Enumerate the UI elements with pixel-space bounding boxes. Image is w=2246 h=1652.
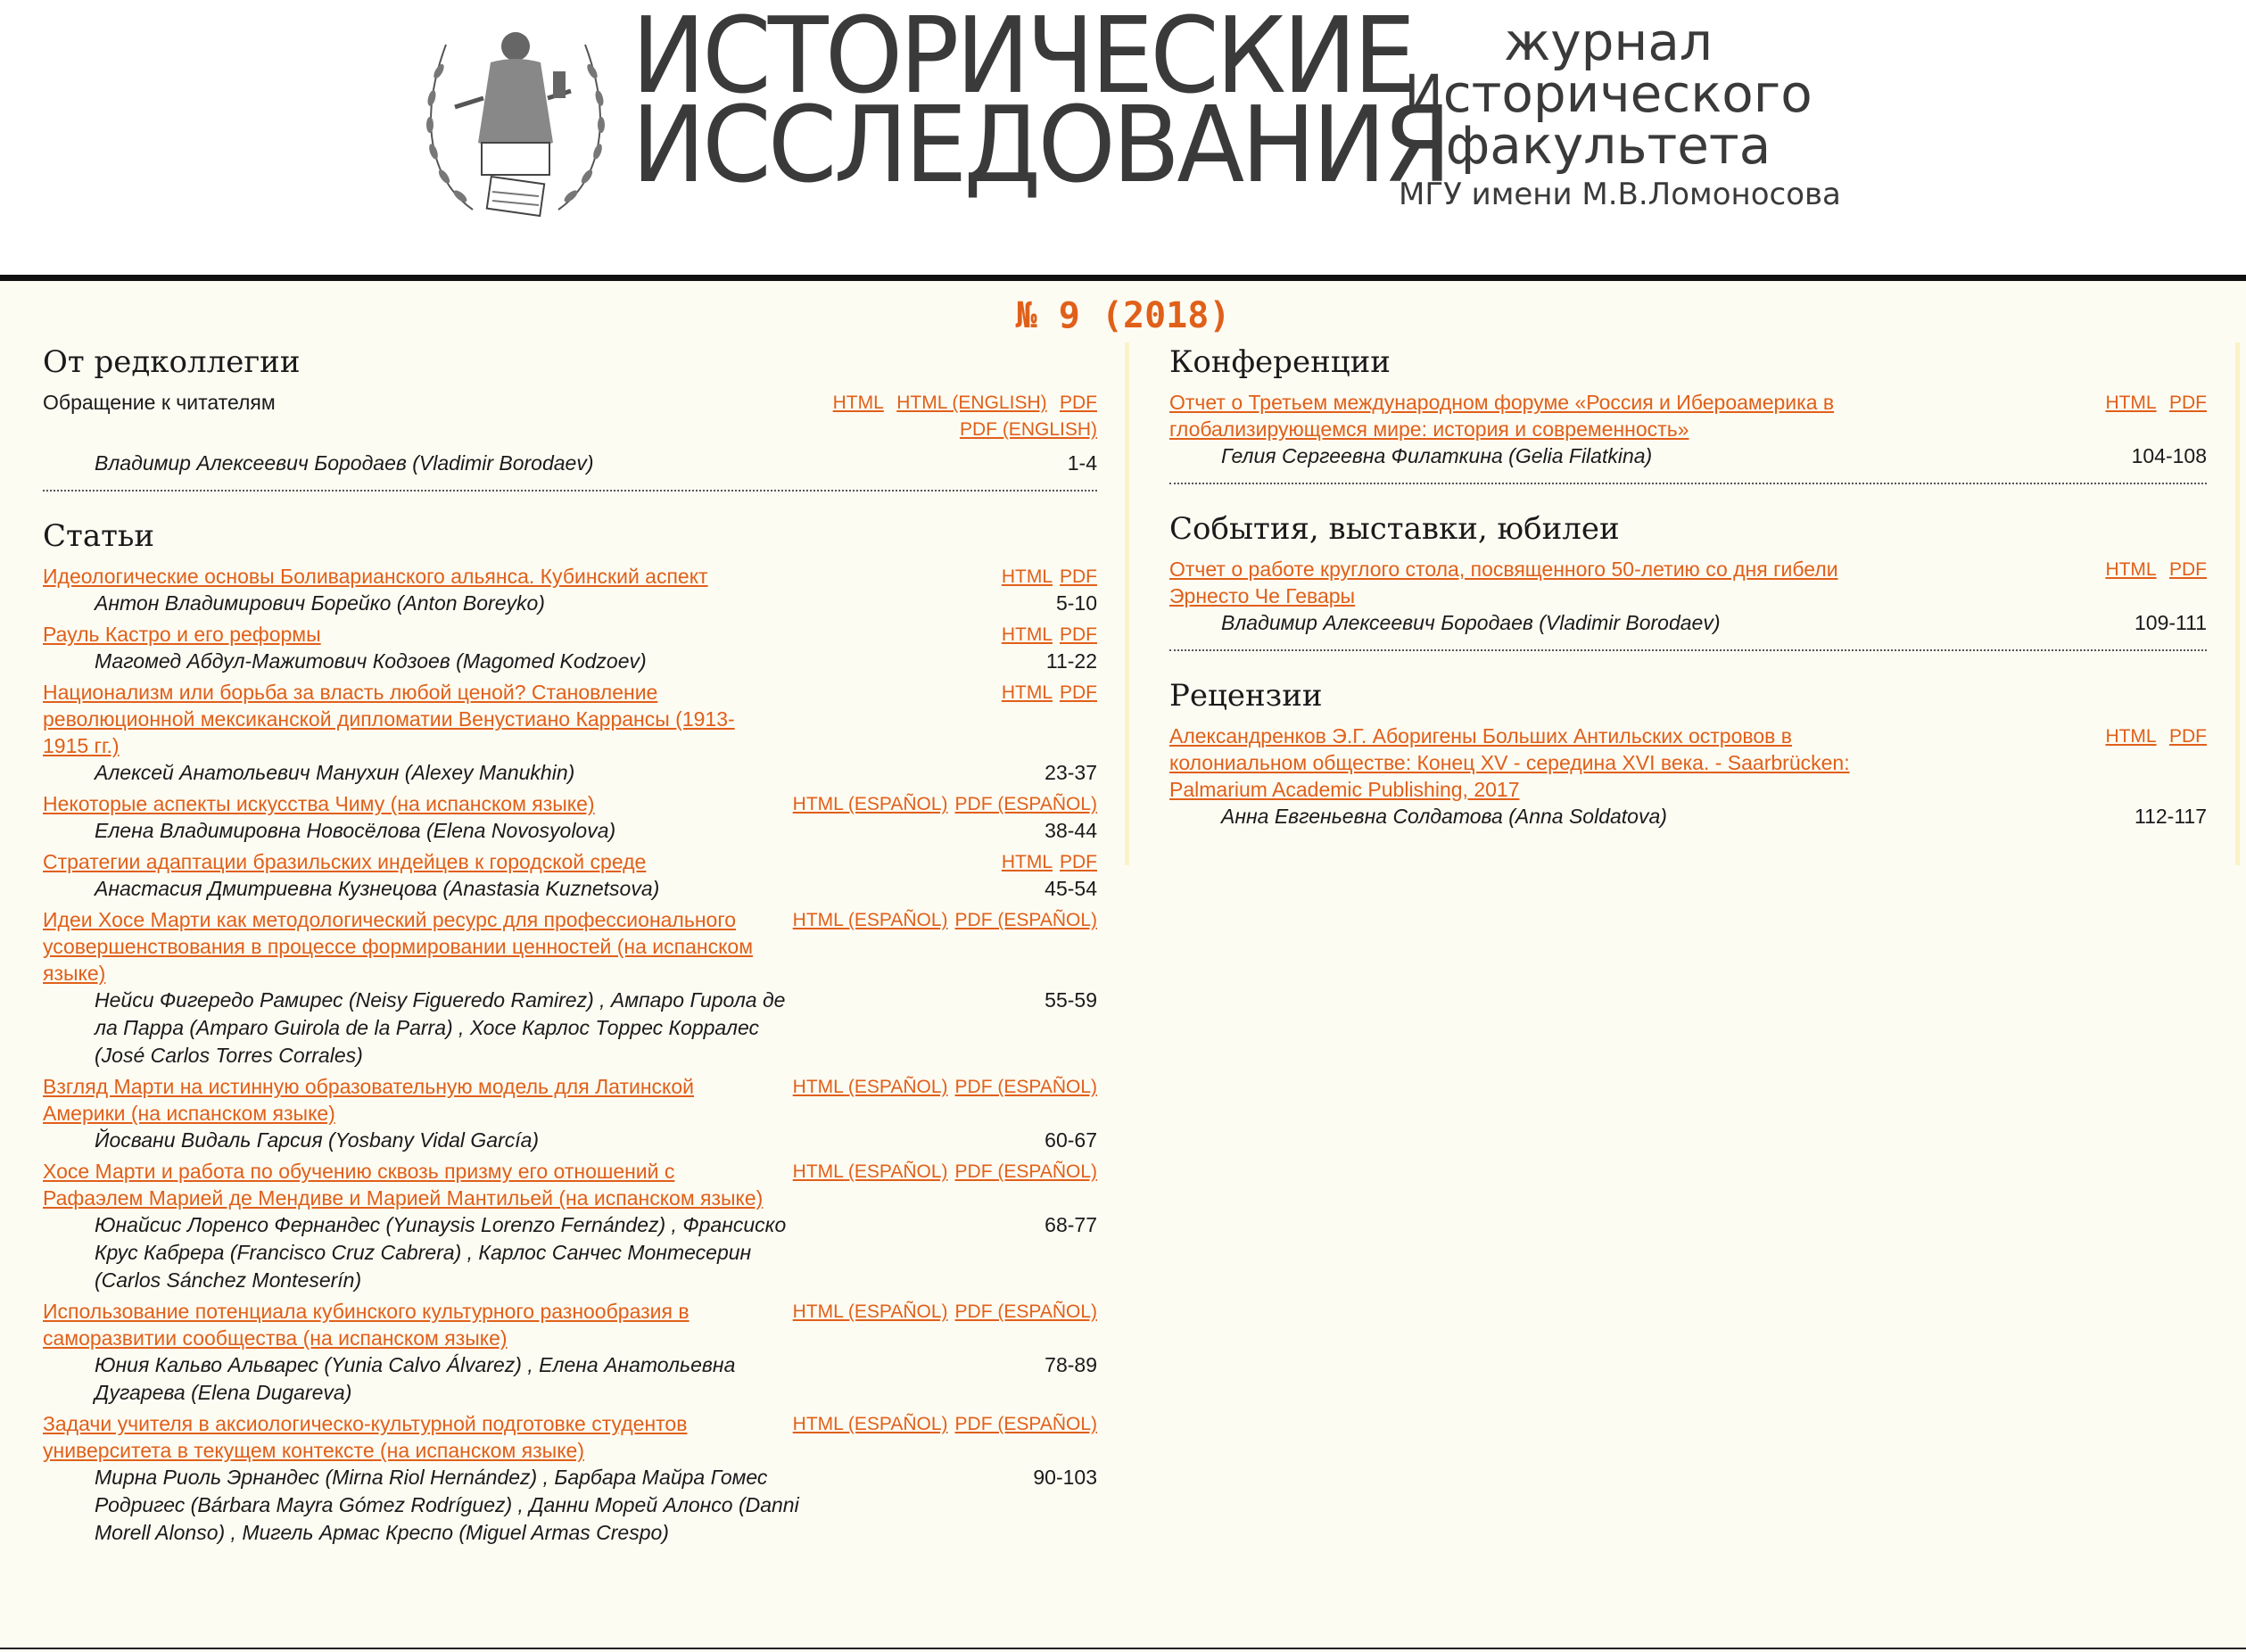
article-title-link[interactable]: Использование потенциала кубинского культурного разнообразия в саморазвитии сообщества (на испанском языке) (43, 1300, 689, 1350)
article-title-link[interactable]: Александренков Э.Г. Аборигены Больших Антильских островов в колониальном обществе: Конец XV - середина XVI века. - Saarbrücken: Palmarium Academic Publishing, 2017 (1169, 724, 1850, 801)
footer-divider (0, 1648, 2246, 1649)
subtitle-line1: журнал (1504, 12, 1713, 72)
pdf-link[interactable]: PDF (ESPAÑOL) (954, 1414, 1097, 1434)
article-entry (1169, 556, 2207, 637)
journal-subtitle (1399, 12, 1841, 214)
section-divider (43, 490, 1097, 491)
html-link[interactable]: HTML (1001, 852, 1053, 872)
article-entry (1169, 389, 2207, 470)
subtitle-line3: факультета (1445, 115, 1771, 176)
section-title-conferences: Конференции (1169, 344, 1391, 380)
article-links (2098, 389, 2207, 416)
html-link[interactable]: HTML (1001, 624, 1053, 645)
article-pages: 45-54 (1045, 877, 1097, 900)
article-title-link[interactable]: Отчет о работе круглого стола, посвященного 50-летию со дня гибели Эрнесто Че Гевары (1169, 558, 1838, 607)
pdf-link[interactable]: PDF (1060, 566, 1097, 587)
article-authors: Владимир Алексеевич Бородаев (Vladimir Borodaev) (1221, 611, 1721, 634)
article-entry (43, 389, 1097, 477)
article-pages: 55-59 (1045, 988, 1097, 1012)
pdf-link[interactable]: PDF (1060, 682, 1097, 703)
article-entry (43, 790, 1097, 845)
pdf-link[interactable]: PDF (ESPAÑOL) (954, 910, 1097, 930)
article-entry (43, 679, 1097, 787)
article-pages: 1-4 (1067, 451, 1097, 475)
pdf-link[interactable]: PDF (1060, 852, 1097, 872)
article-authors: Антон Владимирович Борейко (Anton Boreyko) (95, 591, 545, 615)
article-links (786, 1073, 1097, 1100)
html-link[interactable]: HTML (1001, 566, 1053, 587)
journal-title (632, 0, 1449, 206)
pdf-link[interactable]: PDF (ESPAÑOL) (954, 1077, 1097, 1097)
article-links (786, 1158, 1097, 1185)
article-authors: Нейси Фигередо Рамирес (Neisy Figueredo Ramirez) , Ампаро Гирола де ла Парра (Amparo Guirola de la Parra) , Хосе Карлос Торрес Корралес (José Carlos Torres Corrales) (95, 988, 786, 1067)
html-link[interactable]: HTML (ESPAÑOL) (792, 794, 948, 814)
section-title-editorial: От редколлегии (43, 344, 301, 380)
column-separator-right (2235, 343, 2240, 865)
section-divider (1169, 483, 2207, 484)
article-pages: 112-117 (2135, 805, 2207, 828)
section-title-events: События, выставки, юбилеи (1169, 511, 1620, 547)
pdf-link[interactable]: PDF (1060, 392, 1097, 413)
article-links (2098, 723, 2207, 749)
article-title-link[interactable]: Стратегии адаптации бразильских индейцев к городской среде (43, 850, 647, 873)
article-links (786, 790, 1097, 817)
pdf-english-link[interactable]: PDF (ENGLISH) (959, 419, 1097, 440)
article-entry (43, 906, 1097, 1070)
article-pages: 60-67 (1045, 1128, 1097, 1152)
article-authors: Елена Владимировна Новосёлова (Elena Novosyolova) (95, 819, 616, 842)
pdf-link[interactable]: PDF (ESPAÑOL) (954, 794, 1097, 814)
right-column (1169, 343, 2207, 834)
pdf-link[interactable]: PDF (ESPAÑOL) (954, 1161, 1097, 1182)
article-links (2098, 556, 2207, 582)
article-links (786, 906, 1097, 933)
article-title: Обращение к читателям (43, 391, 276, 414)
left-column (43, 343, 1097, 1550)
article-entry (43, 1410, 1097, 1547)
article-links (995, 848, 1097, 875)
html-link[interactable]: HTML (2105, 726, 2157, 747)
article-title-link[interactable]: Хосе Марти и работа по обучению сквозь призму его отношений с Рафаэлем Марией де Мендиве и Марией Мантильей (на испанском языке) (43, 1160, 764, 1210)
article-pages: 78-89 (1045, 1353, 1097, 1376)
article-title-link[interactable]: Рауль Кастро и его реформы (43, 623, 321, 646)
html-link[interactable]: HTML (ESPAÑOL) (792, 910, 948, 930)
html-english-link[interactable]: HTML (ENGLISH) (896, 392, 1047, 413)
html-link[interactable]: HTML (2105, 559, 2157, 580)
header-divider (0, 275, 2246, 281)
column-separator-left (1125, 343, 1129, 865)
article-entry (1169, 723, 2207, 830)
article-title-link[interactable]: Национализм или борьба за власть любой ценой? Становление революционной мексиканской дипломатии Венустиано Каррансы (1913-1915 гг.) (43, 681, 735, 757)
article-links (995, 563, 1097, 590)
article-title-link[interactable]: Идеи Хосе Марти как методологический ресурс для профессионального усовершенствования в процессе формировании ценностей (на испанском языке) (43, 908, 754, 985)
article-links (794, 389, 1097, 442)
article-links (995, 621, 1097, 648)
article-entry (43, 848, 1097, 903)
article-authors: Алексей Анатольевич Манухин (Alexey Manukhin) (95, 761, 575, 784)
article-authors: Анна Евгеньевна Солдатова (Anna Soldatova) (1221, 805, 1667, 828)
faculty-emblem-logo[interactable] (419, 9, 612, 221)
subtitle-university: МГУ имени М.В.Ломоносова (1399, 177, 1841, 212)
journal-title-line2: ИССЛЕДОВАНИЯ (632, 83, 1449, 206)
html-link[interactable]: HTML (ESPAÑOL) (792, 1414, 948, 1434)
subtitle-line2: Исторического (1404, 63, 1812, 124)
section-title-articles: Статьи (43, 518, 155, 554)
article-authors: Юнайсис Лоренсо Фернандес (Yunaysis Lorenzo Fernández) , Франсиско Крус Кабрера (Francisco Cruz Cabrera) , Карлос Санчес Монтесерин (Carlos Sánchez Monteserín) (95, 1213, 787, 1292)
article-entry (43, 1298, 1097, 1407)
article-authors: Магомед Абдул-Мажитович Кодзоев (Magomed Kodzoev) (95, 649, 647, 673)
html-link[interactable]: HTML (2105, 392, 2157, 413)
article-pages: 90-103 (1033, 1466, 1097, 1489)
html-link[interactable]: HTML (ESPAÑOL) (792, 1077, 948, 1097)
html-link[interactable]: HTML (ESPAÑOL) (792, 1161, 948, 1182)
article-title-link[interactable]: Некоторые аспекты искусства Чиму (на испанском языке) (43, 792, 595, 815)
article-title-link[interactable]: Идеологические основы Боливарианского альянса. Кубинский аспект (43, 565, 708, 588)
article-pages: 68-77 (1045, 1213, 1097, 1236)
article-links (786, 1410, 1097, 1437)
site-header (0, 0, 2246, 278)
article-links (786, 1298, 1097, 1325)
article-pages: 11-22 (1045, 649, 1097, 673)
article-authors: Юния Кальво Альварес (Yunia Calvo Álvarez) , Елена Анатольевна Дугарева (Elena Dugareva) (95, 1353, 736, 1404)
pdf-link[interactable]: PDF (2169, 726, 2207, 747)
journal-title-line1: ИСТОРИЧЕСКИЕ (632, 0, 1413, 117)
pdf-link[interactable]: PDF (2169, 392, 2207, 413)
pdf-link[interactable]: PDF (ESPAÑOL) (954, 1301, 1097, 1322)
html-link[interactable]: HTML (1001, 682, 1053, 703)
article-authors: Йосвани Видаль Гарсия (Yosbany Vidal García) (95, 1128, 540, 1152)
html-link[interactable]: HTML (ESPAÑOL) (792, 1301, 948, 1322)
article-pages: 38-44 (1045, 819, 1097, 842)
article-pages: 23-37 (1045, 761, 1097, 784)
pdf-link[interactable]: PDF (1060, 624, 1097, 645)
article-entry (43, 1158, 1097, 1294)
article-pages: 5-10 (1055, 591, 1097, 615)
article-authors: Гелия Сергеевна Филаткина (Gelia Filatkina) (1221, 444, 1653, 467)
issue-number: № 9 (2018) (1015, 295, 1231, 336)
section-title-reviews: Рецензии (1169, 678, 1323, 714)
article-title-link[interactable]: Отчет о Третьем международном форуме «Россия и Ибероамерика в глобализирующемся мире: история и современность» (1169, 391, 1835, 441)
article-title-link[interactable]: Взгляд Марти на истинную образовательную модель для Латинской Америки (на испанском языке) (43, 1075, 694, 1125)
article-entry (43, 563, 1097, 617)
article-pages: 109-111 (2135, 611, 2207, 634)
article-authors: Владимир Алексеевич Бородаев (Vladimir Borodaev) (95, 451, 594, 475)
article-entry (43, 1073, 1097, 1154)
article-pages: 104-108 (2131, 444, 2207, 467)
html-link[interactable]: HTML (832, 392, 884, 413)
article-authors: Анастасия Дмитриевна Кузнецова (Anastasia Kuznetsova) (95, 877, 660, 900)
article-links (995, 679, 1097, 706)
article-title-link[interactable]: Задачи учителя в аксиологическо-культурной подготовке студентов университета в текущем контексте (на испанском языке) (43, 1412, 688, 1462)
section-divider (1169, 649, 2207, 651)
article-authors: Мирна Риоль Эрнандес (Mirna Riol Hernández) , Барбара Майра Гомес Родригес (Bárbara Mayra Gómez Rodríguez) , Данни Морей Алонсо (Danni Morell Alonso) , Мигель Армас Креспо (Miguel Armas Crespo) (95, 1466, 799, 1544)
article-entry (43, 621, 1097, 675)
articles-list (43, 563, 1097, 1547)
pdf-link[interactable]: PDF (2169, 559, 2207, 580)
